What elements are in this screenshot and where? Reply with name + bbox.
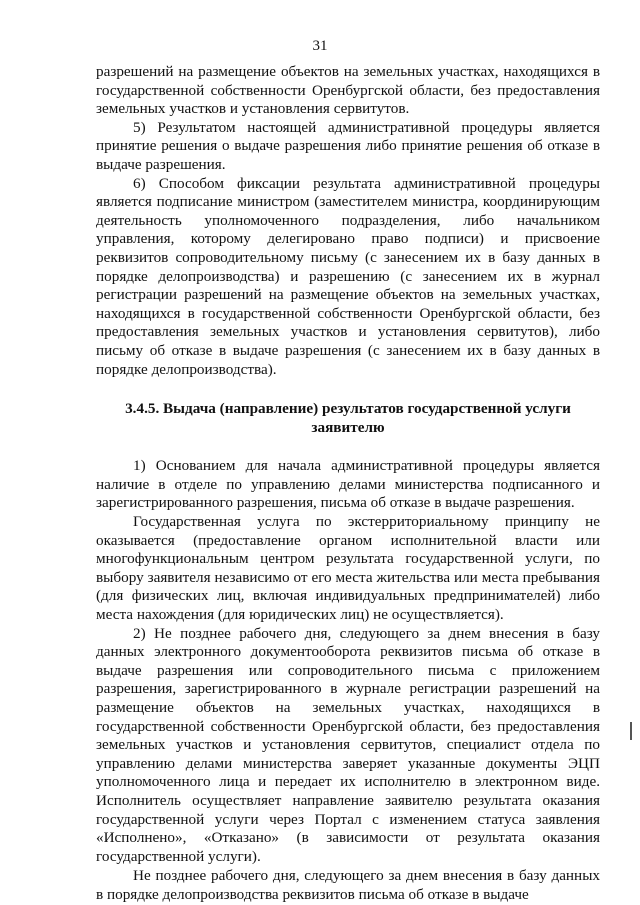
paragraph-result: 5) Результатом настоящей административной процедуры является принятие решения о выдаче разрешения либо принятие решения об отказе в выдаче разрешения.: [96, 118, 600, 173]
document-body: [96, 63, 600, 905]
paragraph-continuation: разрешений на размещение объектов на земельных участках, находящихся в государственной собственности Оренбургской области, без предоставления земельных участков и установления сервитутов.: [96, 63, 600, 118]
paragraph-basis: 1) Основанием для начала административной процедуры является наличие в отделе по управлению делами министерства подписанного и зарегистрированного разрешения, письма об отказе в выдаче разрешения.: [96, 457, 600, 512]
section-heading: 3.4.5. Выдача (направление) результатов государственной услуги заявителю: [125, 400, 571, 436]
paragraph-final-cutoff: Не позднее рабочего дня, следующего за днем внесения в базу данных в порядке делопроизводства реквизитов письма об отказе в выдаче: [96, 867, 600, 903]
page-number: 31: [312, 38, 328, 54]
paragraph-extraterritorial: Государственная услуга по экстерриториальному принципу не оказывается (предоставление органом исполнительной власти или многофункциональным центром результата государственной услуги, по выбору заявителя независимо от его места жительства или места пребывания (для физических лиц, включая индивидуальных предпринимателей) либо места нахождения (для юридических лиц) не осуществляется).: [96, 513, 600, 624]
paragraph-fixation: 6) Способом фиксации результата административной процедуры является подписание министром (заместителем министра, координирующим деятельность уполномоченного подразделения, либо начальником управления, которому делегировано право подписи) и присвоение реквизитов сопроводительному письму (с занесением их в базу данных в порядке делопроизводства) и разрешению (с занесением их в журнал регистрации разрешений на размещение объектов на земельных участках, находящихся в государственной собственности Оренбургской области, без предоставления земельных участков и установления сервитутов), либо письму об отказе в выдаче разрешения (с занесением их в базу данных в порядке делопроизводства).: [96, 174, 600, 378]
scan-artifact-mark: [630, 722, 637, 740]
paragraph-deadline: 2) Не позднее рабочего дня, следующего за днем внесения в базу данных электронного документооборота реквизитов письма об отказе в выдаче разрешения или сопроводительного письма с приложением разрешения, зарегистрированного в журнале регистрации разрешений на размещение объектов на земельных участках, находящихся в государственной собственности Оренбургской области, без предоставления земельных участков и установления сервитутов, специалист отдела по управлению делами министерства заверяет указанные документы ЭЦП уполномоченного лица и передает их исполнителю в электронном виде. Исполнитель осуществляет направление заявителю результата оказания государственной услуги через Портал с изменением статуса заявления «Исполнено», «Отказано» (в зависимости от результата оказания государственной услуги).: [96, 624, 600, 865]
